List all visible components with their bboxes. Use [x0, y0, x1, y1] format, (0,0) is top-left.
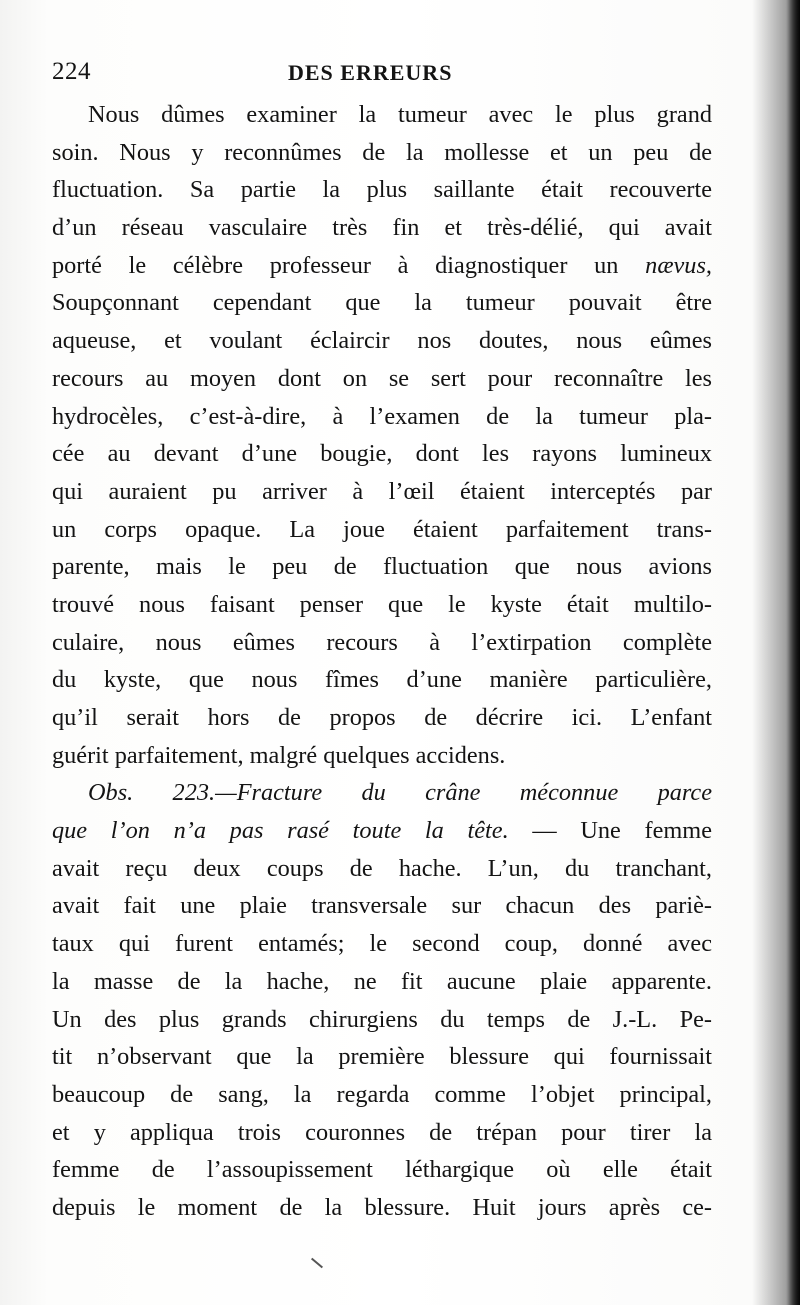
obs-label: Obs. 223.— — [88, 779, 237, 807]
text-line-with-italic — [52, 247, 712, 285]
text-segment: — Une femme — [508, 817, 712, 845]
text-line: hydrocèles, c’est-à-dire, à l’examen de la tumeur pla- — [52, 402, 712, 430]
text-line: qu’il serait hors de propos de décrire ici. L’enfant — [52, 704, 712, 731]
text-line: tit n’observant que la première blessure qui fournissait — [52, 1043, 712, 1071]
page-number: 224 — [52, 58, 91, 85]
page-header — [52, 58, 712, 96]
page-edge-shadow — [786, 0, 800, 1305]
text-line: Nous dûmes examiner la tumeur avec le plus grand — [88, 101, 712, 128]
running-head: DES ERREURS — [288, 60, 453, 85]
text-line: Un des plus grands chirurgiens du temps de J.-L. Pe- — [52, 1005, 712, 1033]
obs-title-part2: que l’on n’a pas rasé toute la tête. — [52, 817, 509, 845]
text-line: Soupçonnant cependant que la tumeur pouvait être — [52, 289, 712, 317]
observation-heading — [52, 774, 712, 812]
text-line: fluctuation. Sa partie la plus saillante était recouverte — [52, 176, 712, 204]
text-line: d’un réseau vasculaire très fin et très-délié, qui avait — [52, 214, 712, 242]
text-line: et y appliqua trois couronnes de trépan pour tirer la — [52, 1118, 712, 1146]
text-segment: porté le célèbre professeur à diagnostiquer un — [52, 251, 619, 279]
text-line: parente, mais le peu de fluctuation que nous avions — [52, 553, 712, 581]
text-line: soin. Nous y reconnûmes de la mollesse et un peu de — [52, 138, 712, 166]
text-line: avait fait une plaie transversale sur chacun des pariè- — [52, 892, 712, 920]
body-text — [52, 96, 712, 1227]
naevus-italic: nævus, — [645, 251, 712, 279]
text-line: la masse de la hache, ne fit aucune plaie apparente. — [52, 967, 712, 995]
text-line: avait reçu deux coups de hache. L’un, du tranchant, — [52, 854, 712, 882]
text-line: beaucoup de sang, la regarda comme l’objet principal, — [52, 1080, 712, 1108]
text-line: recours au moyen dont on se sert pour reconnaître les — [52, 364, 712, 392]
text-line: qui auraient pu arriver à l’œil étaient interceptés par — [52, 477, 712, 505]
text-line: guérit parfaitement, malgré quelques accidens. — [52, 741, 506, 769]
text-line: culaire, nous eûmes recours à l’extirpation complète — [52, 628, 712, 656]
text-line: aqueuse, et voulant éclaircir nos doutes, nous eûmes — [52, 327, 712, 355]
text-line: du kyste, que nous fîmes d’une manière particulière, — [52, 666, 712, 694]
text-line: taux qui furent entamés; le second coup, donné avec — [52, 930, 712, 958]
book-page — [52, 58, 712, 1227]
text-line: femme de l’assoupissement léthargique où elle était — [52, 1156, 712, 1184]
text-line: trouvé nous faisant penser que le kyste était multilo- — [52, 590, 712, 618]
text-line: depuis le moment de la blessure. Huit jours après ce- — [52, 1193, 712, 1221]
obs-title-part1: Fracture du crâne méconnue parce — [236, 779, 712, 807]
observation-heading-continued — [52, 812, 712, 850]
text-line: cée au devant d’une bougie, dont les rayons lumineux — [52, 440, 712, 468]
text-line: un corps opaque. La joue étaient parfaitement trans- — [52, 515, 712, 543]
